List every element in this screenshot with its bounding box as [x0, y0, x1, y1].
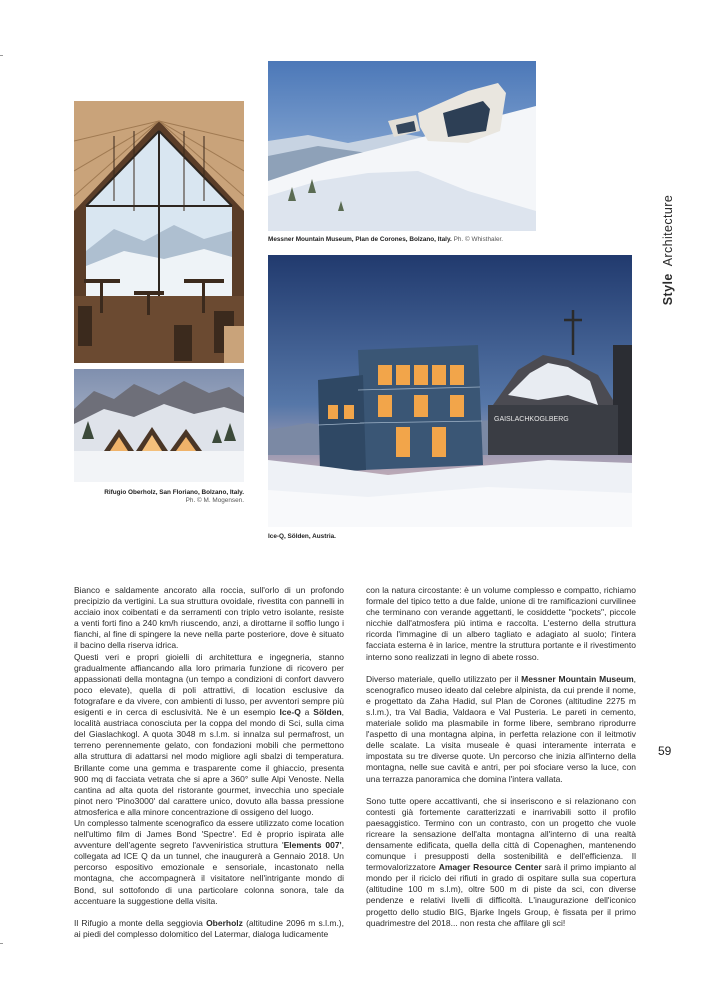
iceq-caption-title: Ice-Q, Sölden, Austria.	[268, 533, 336, 540]
left-paragraph-2: Questi veri e propri gioielli di architettura e ingegneria, stanno gradualmente affiancando alla loro primaria funzione di ricovero per appassionati della montagna (un tempo a condizioni di confort davvero poco elevate), quella di poli attrattivi, di location esclusive da fotografare e da vivere, con ambienti di lusso, per avventori sempre più esigenti e in cerca di esclusività. Ne è un esempio Ice-Q a Sölden, località austriaca conosciuta per la coppa del mondo di Sci, sulla cima del Giaslachkogl. A quota 3048 m s.l.m. si innalza sul permafrost, un terreno perennemente gelato, con fondazioni mobili che permettono alla struttura di adattarsi nel modo migliore agli sbalzi di temperatura. Brillante come una gemma e trasparente come il ghiaccio, presenta 900 mq di facciata vetrata che si apre a 360° sulle Alpi Venoste. Nella cantina ad alta quota del ristorante gourmet, invecchia uno speciale pinot nero 'Pino3000' dal carattere unico, dovuto alla bassa pressione atmosferica e alla minore concentrazione di ossigeno del luogo.	[74, 651, 345, 817]
oberholz-caption-credit: Ph. © M. Mogensen.	[185, 497, 244, 505]
iceq-caption	[268, 533, 468, 541]
right-paragraph-3: Sono tutte opere accattivanti, che si inseriscono e si relazionano con contesti già fortemente caratterizzati e inarrivabili sotto il profilo paesaggistico. Termino con un contrasto, con un progetto che vuole ricreare la sensazione dell'alta montagna all'interno di una realtà densamente edificata, quella della città di Copenaghen, mantenendo comunque i presupposti della sostenibilità e dell'efficienza. Il termovalorizzatore Amager Resource Center sarà il primo impianto al mondo per il riciclo dei rifiuti in grado di ospitare sulla sua copertura (altitudine 100 m s.l.m), oltre 500 m di piste da sci, con diverse pendenze e relativi livelli di difficoltà. L'inaugurazione dell'iconico progetto dello studio BIG, Bjarke Ingels Group, è fissata per il primo quadrimestre del 2018... non resta che affilare gli sci!	[366, 795, 636, 928]
messner-museum-photo	[268, 61, 536, 231]
right-paragraph-1: con la natura circostante: è un volume complesso e compatto, richiamo formale del tipico tetto a due falde, unione di tre ramificazioni curvilinee che terminano con verande aggettanti, le cosiddette "pockets", piccole nicchie dall'atmosfera più intima e raccolta. L'esterno della struttura ricorda l'immagine di un albero tagliato e adagiato al suolo; l'intera facciata esterna è in larice, mentre la struttura portante e il rivestimento interno sono realizzati in legno di abete rosso.	[366, 585, 636, 662]
right-paragraph-2: Diverso materiale, quello utilizzato per il Messner Mountain Museum, scenografico museo ideato dal celebre alpinista, da cui prende il nome, e progettato da Zaha Hadid, sul Plan de Corones (altitudine 2275 m s.l.m.), tra Val Badia, Valdaora e Val Pusteria. Le pareti in cemento, materiale solido ma plasmabile in forme libere, sembrano riprodurre l'aspetto di una montagna alpina, in perfetta relazione con il leitmotiv delle scalate. La visita museale è quasi interamente interrata e impostata su tre diverse quote. Un percorso che inizia all'interno della montagna, nelle sue cavità e antri, per poi sfociare verso la luce, con una terrazza panoramica che domina l'intera vallata.	[366, 673, 636, 784]
section-tag-style: Style	[661, 273, 675, 306]
body-column-right	[366, 585, 636, 929]
messner-caption-title: Messner Mountain Museum, Plan de Corones, Bolzano, Italy.	[268, 236, 452, 243]
oberholz-caption	[74, 489, 244, 506]
gaislachkogl-sign: GAISLACHKOGLBERG	[494, 416, 569, 423]
oberholz-caption-title: Rifugio Oberholz, San Floriano, Bolzano, Italy.	[104, 489, 244, 496]
messner-caption	[268, 236, 568, 244]
messner-caption-credit: Ph. © Whisthaler.	[453, 236, 504, 243]
section-tag	[648, 180, 688, 320]
oberholz-interior-photo	[74, 101, 244, 363]
crop-mark	[0, 55, 3, 56]
oberholz-exterior-photo	[74, 369, 244, 482]
ice-q-photo	[268, 255, 632, 527]
section-tag-architecture: Architecture	[661, 194, 675, 267]
crop-mark	[0, 943, 3, 944]
page-number: 59	[658, 744, 672, 758]
body-column-left	[74, 585, 344, 940]
left-paragraph-3: Un complesso talmente scenografico da essere utilizzato come location nell'ultimo film di James Bond 'Spectre'. Ed è proprio ispirata alle avventure dell'agente segreto l'avveniristica struttura 'Elements 007', collegata ad ICE Q da un tunnel, che inaugurerà a Gennaio 2018. Un percorso espositivo emozionale e sensoriale, incastonato nella montagna, che accompagnerà il visitatore nell'intrigante mondo di Bond, sul sottofondo di una particolare colonna sonora, tale da accentuare la suggestione della visita.	[74, 817, 344, 906]
left-paragraph-1: Bianco e saldamente ancorato alla roccia, sull'orlo di un profondo precipizio da vertigini. La sua struttura ovoidale, rivestita con pannelli in acciaio inox coibentati e da serramenti con triplo vetro isolante, resiste a venti forti fino a 240 km/h riuscendo, anzi, a dirottarne il soffio lungo i fianchi, al fine di spingere la neve nella parte posteriore, dove è situato il bacino della riserva idrica.	[74, 585, 344, 651]
left-paragraph-4: Il Rifugio a monte della seggiovia Oberholz (altitudine 2096 m s.l.m.), ai piedi del complesso dolomitico del Latermar, dialoga ludicamente	[74, 917, 344, 939]
